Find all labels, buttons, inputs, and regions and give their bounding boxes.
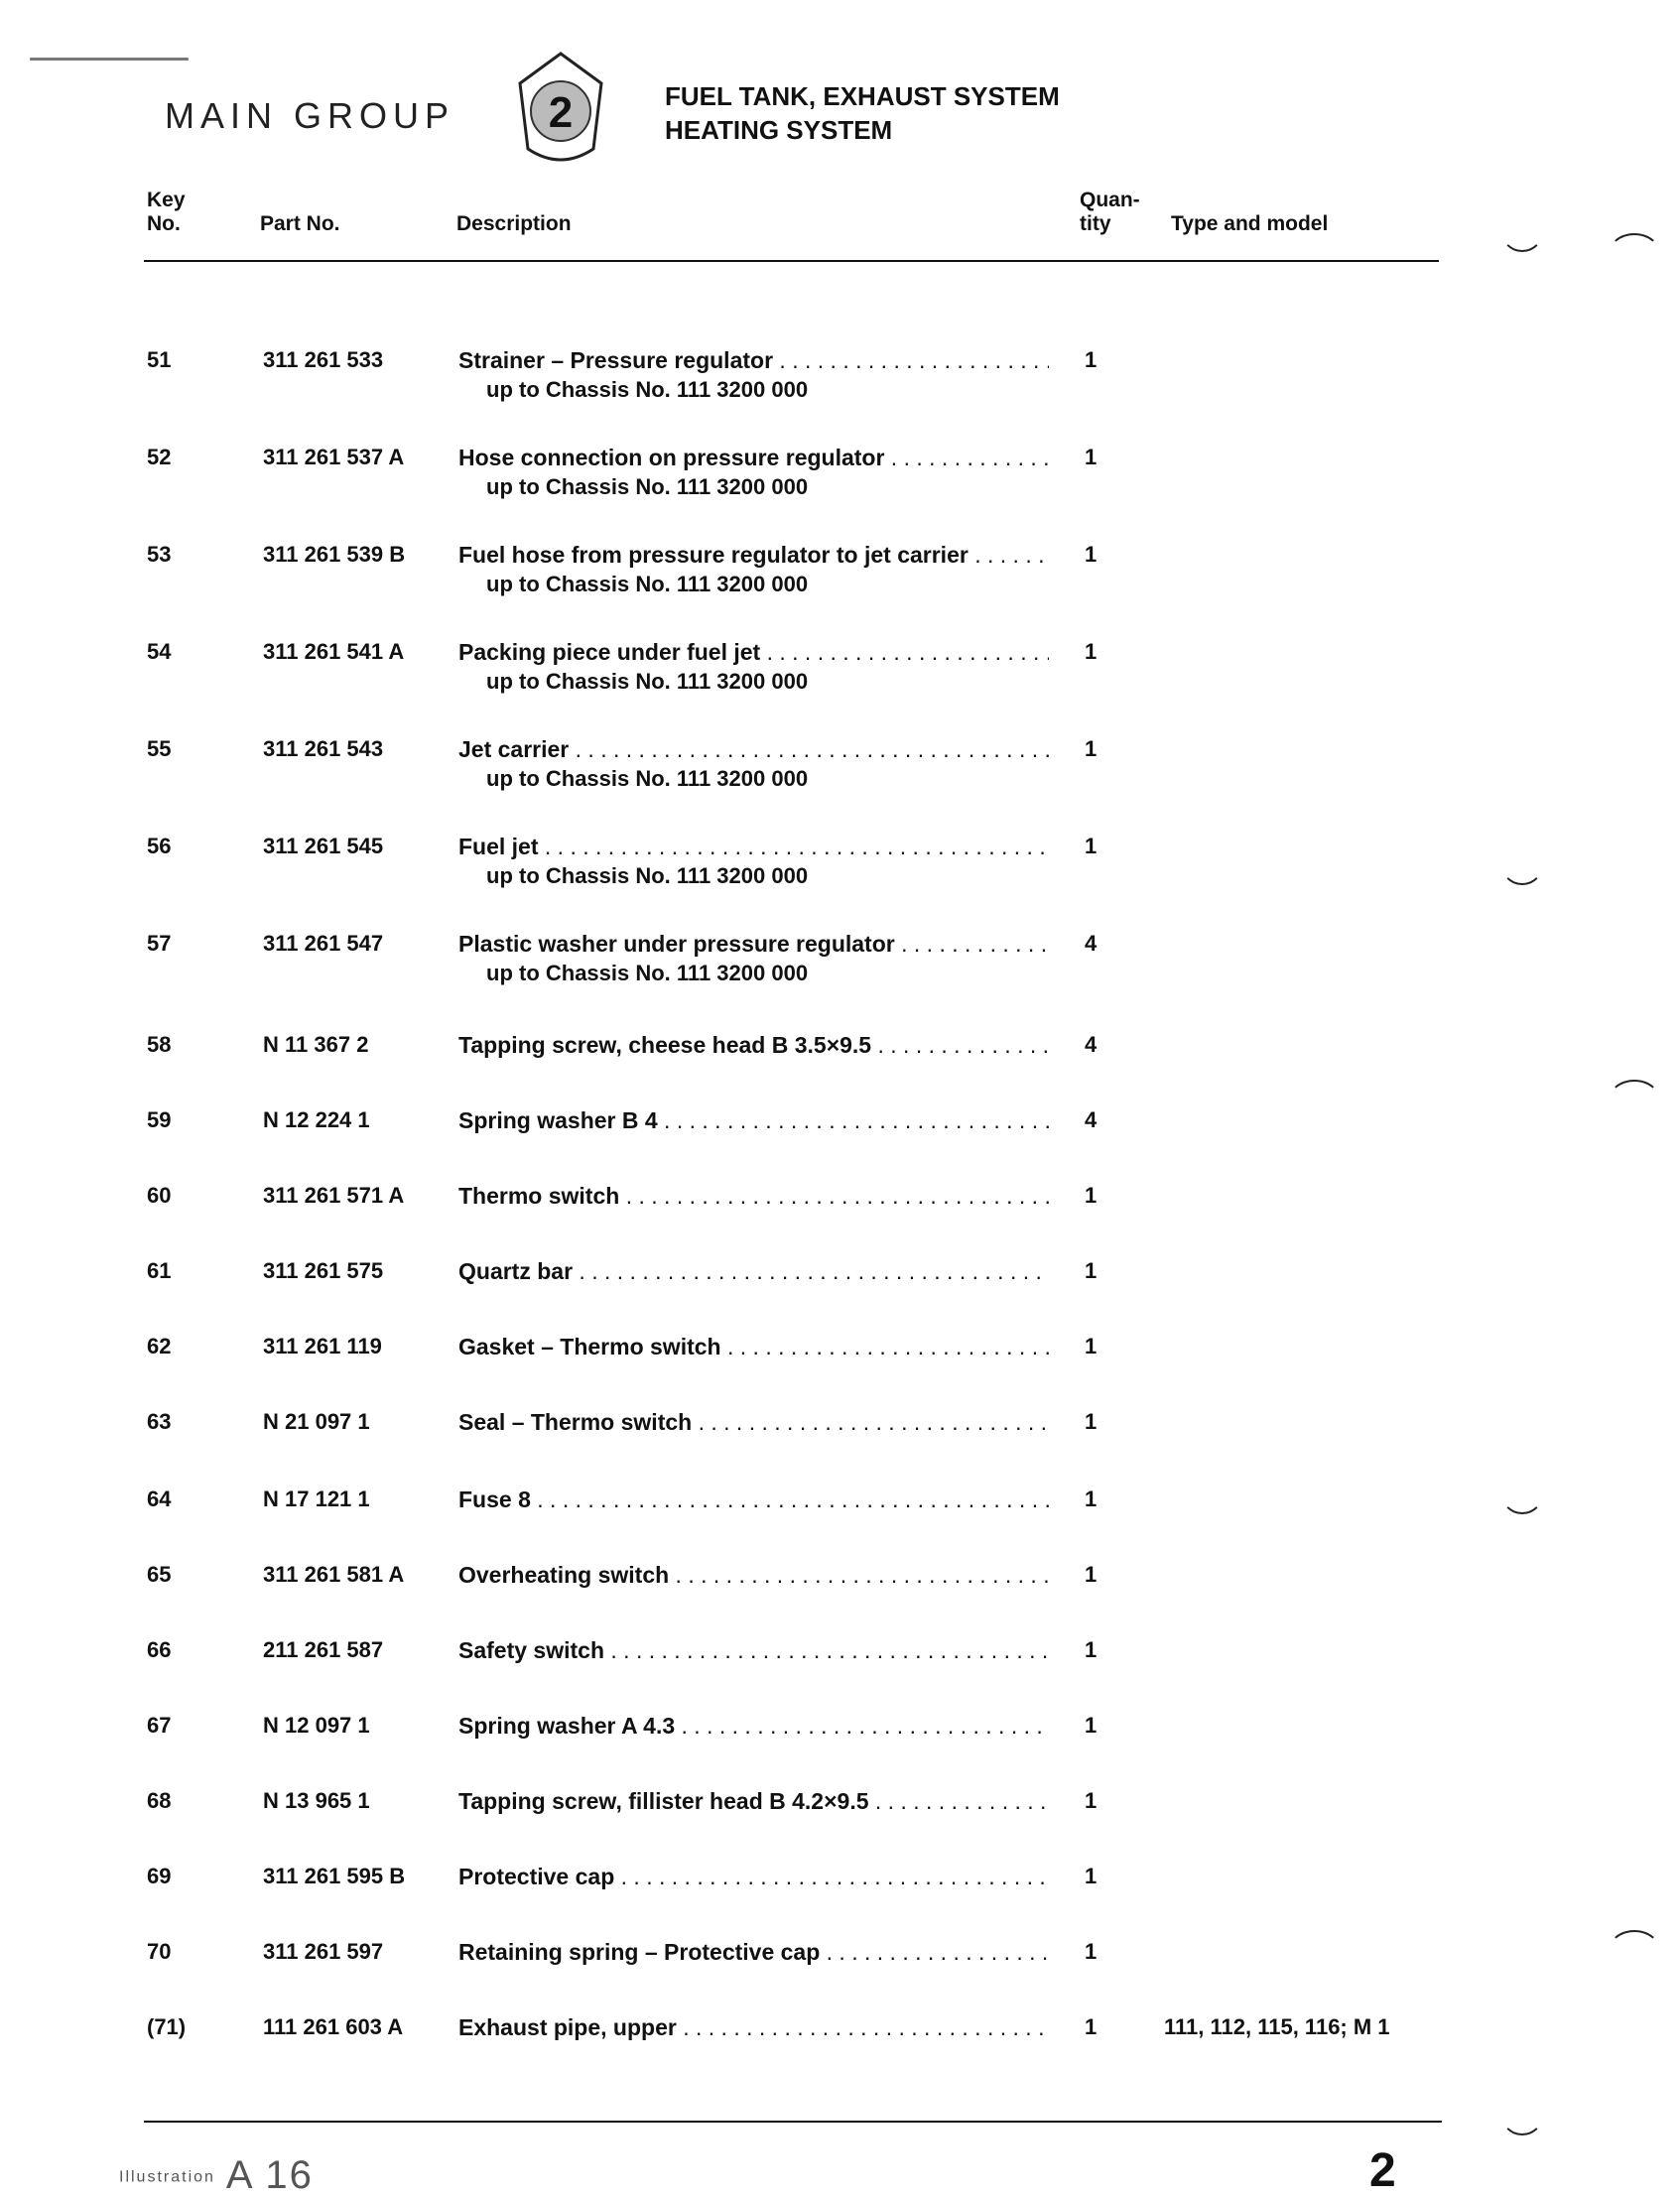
- part-description: Spring washer A 4.3 . . .: [458, 1713, 1049, 1740]
- key-number: 66: [147, 1637, 172, 1662]
- part-description-note: up to Chassis No. 111 3200 000: [486, 377, 809, 402]
- scan-mark: [1608, 1930, 1661, 1974]
- column-header-key-line1: Key: [147, 189, 186, 211]
- key-number: 69: [147, 1864, 172, 1888]
- key-number: 59: [147, 1107, 172, 1132]
- key-number: 63: [147, 1409, 172, 1434]
- quantity: 1: [1085, 2014, 1098, 2039]
- part-description: Plastic washer under pressure regulator . . .: [458, 931, 1049, 958]
- column-header-quantity-line1: Quan-: [1080, 189, 1140, 211]
- part-description-note: up to Chassis No. 111 3200 000: [486, 766, 809, 791]
- part-description-note: up to Chassis No. 111 3200 000: [486, 474, 809, 499]
- key-number: 51: [147, 347, 172, 372]
- key-number: 60: [147, 1183, 172, 1208]
- part-number: 311 261 597: [263, 1939, 384, 1964]
- section-title-line2: HEATING SYSTEM: [665, 115, 893, 145]
- quantity: 1: [1085, 1788, 1098, 1813]
- column-header-key-line2: No.: [147, 212, 181, 235]
- scan-mark: [1500, 1471, 1544, 1514]
- key-number: 64: [147, 1487, 172, 1511]
- part-number: 311 261 543: [263, 736, 384, 761]
- quantity: 1: [1085, 1183, 1098, 1208]
- footer-divider: [144, 2121, 1442, 2123]
- page-header: [149, 50, 1439, 169]
- scan-mark: [1500, 2092, 1544, 2135]
- part-description: Overheating switch . . .: [458, 1562, 1049, 1589]
- quantity: 1: [1085, 834, 1098, 858]
- part-description-note: up to Chassis No. 111 3200 000: [486, 863, 809, 888]
- part-number: 311 261 119: [263, 1334, 382, 1358]
- key-number: 57: [147, 931, 172, 956]
- group-number: 2: [548, 88, 574, 137]
- part-description-note: up to Chassis No. 111 3200 000: [486, 961, 809, 985]
- illustration-reference: [119, 2153, 314, 2198]
- part-number: 311 261 571 A: [263, 1183, 405, 1208]
- section-title-line1: FUEL TANK, EXHAUST SYSTEM: [665, 81, 1060, 111]
- part-description: Strainer – Pressure regulator . . .: [458, 347, 1049, 374]
- part-description: Gasket – Thermo switch . . .: [458, 1334, 1049, 1360]
- part-description: Seal – Thermo switch . . .: [458, 1409, 1049, 1436]
- scan-speck: [30, 58, 189, 61]
- key-number: (71): [147, 2014, 187, 2039]
- part-description: Packing piece under fuel jet . . .: [458, 639, 1049, 666]
- column-header-quantity: [1080, 189, 1140, 236]
- part-number: 311 261 575: [263, 1258, 384, 1283]
- quantity: 1: [1085, 347, 1098, 372]
- part-description-note: up to Chassis No. 111 3200 000: [486, 572, 809, 596]
- part-description: Fuel jet . . .: [458, 834, 1049, 860]
- key-number: 65: [147, 1562, 172, 1587]
- quantity: 1: [1085, 736, 1098, 761]
- part-number: 311 261 581 A: [263, 1562, 405, 1587]
- part-description: Protective cap . . .: [458, 1864, 1049, 1890]
- key-number: 70: [147, 1939, 172, 1964]
- column-header-type-model: Type and model: [1171, 212, 1329, 235]
- scan-mark: [1500, 208, 1544, 252]
- header-divider: [144, 260, 1439, 262]
- part-description: Quartz bar . . .: [458, 1258, 1049, 1285]
- illustration-label: Illustration: [119, 2168, 215, 2186]
- column-header-key: [147, 189, 186, 236]
- part-description: Fuse 8 . . .: [458, 1487, 1049, 1513]
- column-header-description: Description: [456, 212, 572, 235]
- key-number: 54: [147, 639, 172, 664]
- scan-mark: [1500, 841, 1544, 885]
- key-number: 56: [147, 834, 172, 858]
- column-header-quantity-line2: tity: [1080, 212, 1111, 235]
- part-number: 311 261 533: [263, 347, 384, 372]
- section-title: [665, 79, 1060, 147]
- part-description: Retaining spring – Protective cap . . .: [458, 1939, 1049, 1966]
- quantity: 1: [1085, 1713, 1098, 1738]
- quantity: 1: [1085, 1409, 1098, 1434]
- part-number: 211 261 587: [263, 1637, 384, 1662]
- part-description: Jet carrier . . .: [458, 736, 1049, 763]
- type-and-model: 111, 112, 115, 116; M 1: [1164, 2014, 1390, 2039]
- scan-mark: [1608, 1080, 1661, 1123]
- quantity: 4: [1085, 1032, 1098, 1057]
- part-number: N 17 121 1: [263, 1487, 370, 1511]
- column-header-part: Part No.: [260, 212, 340, 235]
- key-number: 68: [147, 1788, 172, 1813]
- part-number: N 12 224 1: [263, 1107, 370, 1132]
- key-number: 62: [147, 1334, 172, 1358]
- scan-mark: [1608, 233, 1661, 277]
- quantity: 1: [1085, 1637, 1098, 1662]
- part-number: 311 261 547: [263, 931, 384, 956]
- part-number: N 11 367 2: [263, 1032, 369, 1057]
- part-number: N 12 097 1: [263, 1713, 370, 1738]
- quantity: 1: [1085, 1258, 1098, 1283]
- main-group-label: MAIN GROUP: [165, 95, 455, 136]
- part-number: N 21 097 1: [263, 1409, 370, 1434]
- quantity: 4: [1085, 931, 1098, 956]
- quantity: 1: [1085, 1864, 1098, 1888]
- page-number: 2: [1369, 2144, 1396, 2197]
- key-number: 52: [147, 445, 172, 469]
- part-description: Exhaust pipe, upper . . .: [458, 2014, 1049, 2041]
- group-number-badge-icon: [516, 50, 605, 169]
- part-number: 111 261 603 A: [263, 2014, 404, 2039]
- quantity: 4: [1085, 1107, 1098, 1132]
- part-number: N 13 965 1: [263, 1788, 370, 1813]
- key-number: 53: [147, 542, 172, 567]
- part-description: Hose connection on pressure regulator . . .: [458, 445, 1049, 471]
- part-description: Tapping screw, cheese head B 3.5×9.5 . . .: [458, 1032, 1049, 1059]
- quantity: 1: [1085, 1939, 1098, 1964]
- quantity: 1: [1085, 1562, 1098, 1587]
- key-number: 55: [147, 736, 172, 761]
- part-description: Spring washer B 4 . . .: [458, 1107, 1049, 1134]
- quantity: 1: [1085, 639, 1098, 664]
- key-number: 61: [147, 1258, 172, 1283]
- part-description: Safety switch . . .: [458, 1637, 1049, 1664]
- part-description: Tapping screw, fillister head B 4.2×9.5 . . .: [458, 1788, 1049, 1815]
- quantity: 1: [1085, 1487, 1098, 1511]
- quantity: 1: [1085, 1334, 1098, 1358]
- quantity: 1: [1085, 445, 1098, 469]
- part-description: Thermo switch . . .: [458, 1183, 1049, 1210]
- part-number: 311 261 539 B: [263, 542, 406, 567]
- key-number: 58: [147, 1032, 172, 1057]
- quantity: 1: [1085, 542, 1098, 567]
- part-number: 311 261 595 B: [263, 1864, 406, 1888]
- part-number: 311 261 537 A: [263, 445, 405, 469]
- part-description: Fuel hose from pressure regulator to jet carrier . . .: [458, 542, 1049, 569]
- part-number: 311 261 541 A: [263, 639, 405, 664]
- key-number: 67: [147, 1713, 172, 1738]
- part-number: 311 261 545: [263, 834, 384, 858]
- part-description-note: up to Chassis No. 111 3200 000: [486, 669, 809, 694]
- illustration-id: A 16: [225, 2153, 314, 2197]
